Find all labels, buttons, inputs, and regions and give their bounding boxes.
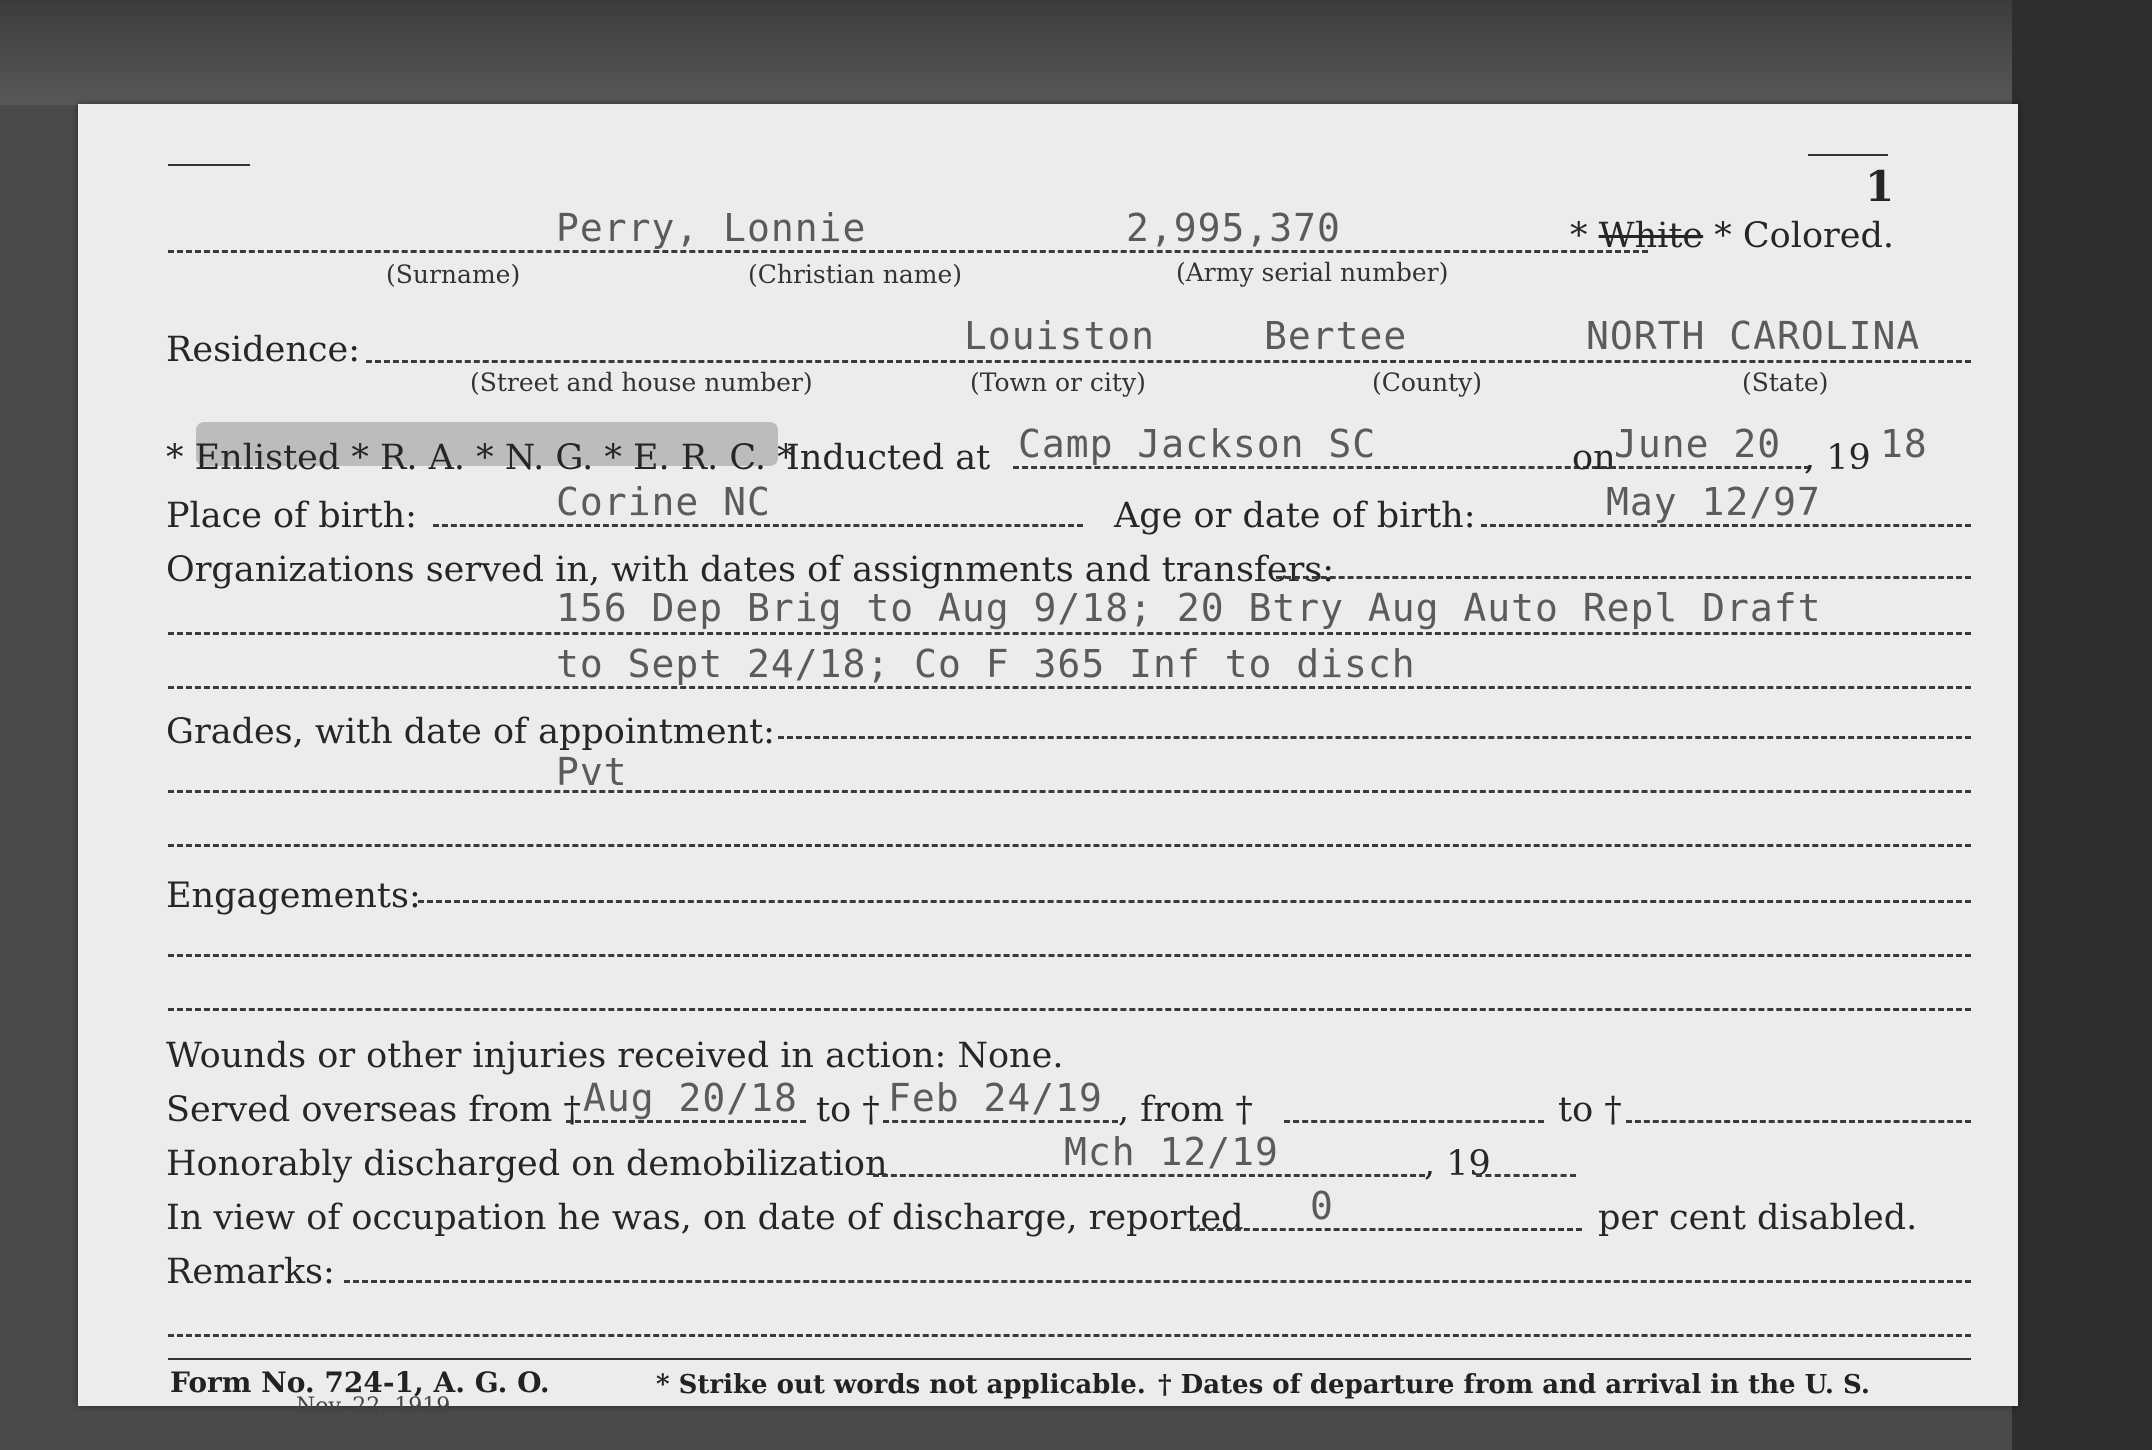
- inducted-label: Inducted at: [786, 438, 991, 478]
- residence-line: [366, 360, 1971, 363]
- race-star: *: [1570, 216, 1588, 256]
- overseas-from-line: [566, 1120, 806, 1123]
- residence-county: Bertee: [1264, 314, 1408, 358]
- overseas-label: Served overseas from †: [166, 1090, 581, 1130]
- overseas-to2-line: [1626, 1120, 1971, 1123]
- scanner-background-top: [0, 0, 2152, 105]
- organizations-line-1: 156 Dep Brig to Aug 9/18; 20 Btry Aug Auto Repl Draft: [556, 586, 1822, 630]
- serial-caption: (Army serial number): [1176, 258, 1449, 287]
- inducted-place: Camp Jackson SC: [1018, 422, 1377, 466]
- inducted-line: [1013, 466, 1625, 469]
- discharge-year-line: [1476, 1174, 1576, 1177]
- overseas-to-value: Feb 24/19: [888, 1076, 1103, 1120]
- name-line: [168, 250, 1648, 253]
- organizations-line-2: to Sept 24/18; Co F 365 Inf to disch: [556, 642, 1416, 686]
- birthplace-value: Corine NC: [556, 480, 771, 524]
- grades-label: Grades, with date of appointment:: [166, 712, 775, 752]
- discharge-label: Honorably discharged on demobilization: [166, 1144, 888, 1184]
- grades-rule-2: [168, 844, 1971, 847]
- organizations-rule-1: [168, 632, 1971, 635]
- dagger-note: † Dates of departure from and arrival in the U. S.: [1158, 1370, 1870, 1400]
- serial-value: 2,995,370: [1126, 206, 1341, 250]
- disability-label: In view of occupation he was, on date of discharge, reported: [166, 1198, 1244, 1238]
- grades-line-0: [778, 736, 1971, 739]
- footer-rule: [168, 1358, 1971, 1360]
- remarks-label: Remarks:: [166, 1252, 335, 1292]
- disability-suffix: per cent disabled.: [1598, 1198, 1918, 1238]
- county-caption: (County): [1372, 368, 1483, 397]
- engagements-rule-2: [168, 1008, 1971, 1011]
- organizations-rule-2: [168, 686, 1971, 689]
- disability-value: 0: [1310, 1184, 1334, 1228]
- birthplace-line: [433, 524, 1083, 527]
- grades-value: Pvt: [556, 750, 628, 794]
- top-right-rule: [1808, 154, 1888, 156]
- strike-note: * Strike out words not applicable.: [656, 1370, 1146, 1400]
- induction-year: 18: [1880, 422, 1928, 466]
- overseas-to2-label: to †: [1558, 1090, 1622, 1130]
- birthplace-label: Place of birth:: [166, 496, 417, 536]
- wounds-text: Wounds or other injuries received in action: None.: [166, 1036, 1064, 1076]
- grades-rule-1: [168, 790, 1971, 793]
- disability-line: [1190, 1228, 1582, 1231]
- overseas-from2-label: , from †: [1118, 1090, 1253, 1130]
- top-left-rule: [168, 164, 250, 166]
- discharge-year-label: , 19: [1424, 1144, 1491, 1184]
- remarks-rule-1: [168, 1334, 1971, 1337]
- overseas-to-label: to †: [816, 1090, 880, 1130]
- residence-town: Louiston: [964, 314, 1156, 358]
- street-caption: (Street and house number): [470, 368, 813, 397]
- on-label: on: [1572, 438, 1616, 478]
- residence-state: NORTH CAROLINA: [1586, 314, 1921, 358]
- remarks-rule-0: [344, 1280, 1971, 1283]
- age-label: Age or date of birth:: [1114, 496, 1476, 536]
- induction-year-prefix: , 19: [1804, 438, 1871, 478]
- age-line: [1481, 524, 1971, 527]
- town-caption: (Town or city): [970, 368, 1146, 397]
- induction-date: June 20: [1614, 422, 1782, 466]
- surname-value: Perry, Lonnie: [556, 206, 867, 250]
- scanner-background-right: [2012, 0, 2152, 1450]
- overseas-from2-line: [1284, 1120, 1544, 1123]
- engagements-rule-0: [418, 900, 1971, 903]
- engagements-label: Engagements:: [166, 876, 421, 916]
- organizations-line-0: [1276, 576, 1971, 579]
- engagements-rule-1: [168, 954, 1971, 957]
- overseas-from-value: Aug 20/18: [583, 1076, 798, 1120]
- discharge-line: [873, 1174, 1425, 1177]
- christian-name-caption: (Christian name): [748, 260, 963, 289]
- form-number: Form No. 724-1, A. G. O.: [170, 1366, 550, 1399]
- race-white-struck: White: [1598, 216, 1704, 256]
- organizations-label: Organizations served in, with dates of assignments and transfers:: [166, 550, 1335, 590]
- card-number: 1: [1865, 162, 1895, 211]
- residence-label: Residence:: [166, 330, 360, 370]
- service-record-card: [78, 104, 2018, 1419]
- overseas-to-line: [883, 1120, 1118, 1123]
- enlisted-options: * Enlisted * R. A. * N. G. * E. R. C. *: [166, 438, 795, 478]
- surname-caption: (Surname): [386, 260, 521, 289]
- age-value: May 12/97: [1606, 480, 1821, 524]
- form-date-cut-off: Nov. 22, 1919: [296, 1394, 451, 1419]
- race-colored: * Colored.: [1714, 216, 1894, 256]
- discharge-date: Mch 12/19: [1064, 1130, 1279, 1174]
- state-caption: (State): [1742, 368, 1829, 397]
- induction-date-line: [1610, 466, 1810, 469]
